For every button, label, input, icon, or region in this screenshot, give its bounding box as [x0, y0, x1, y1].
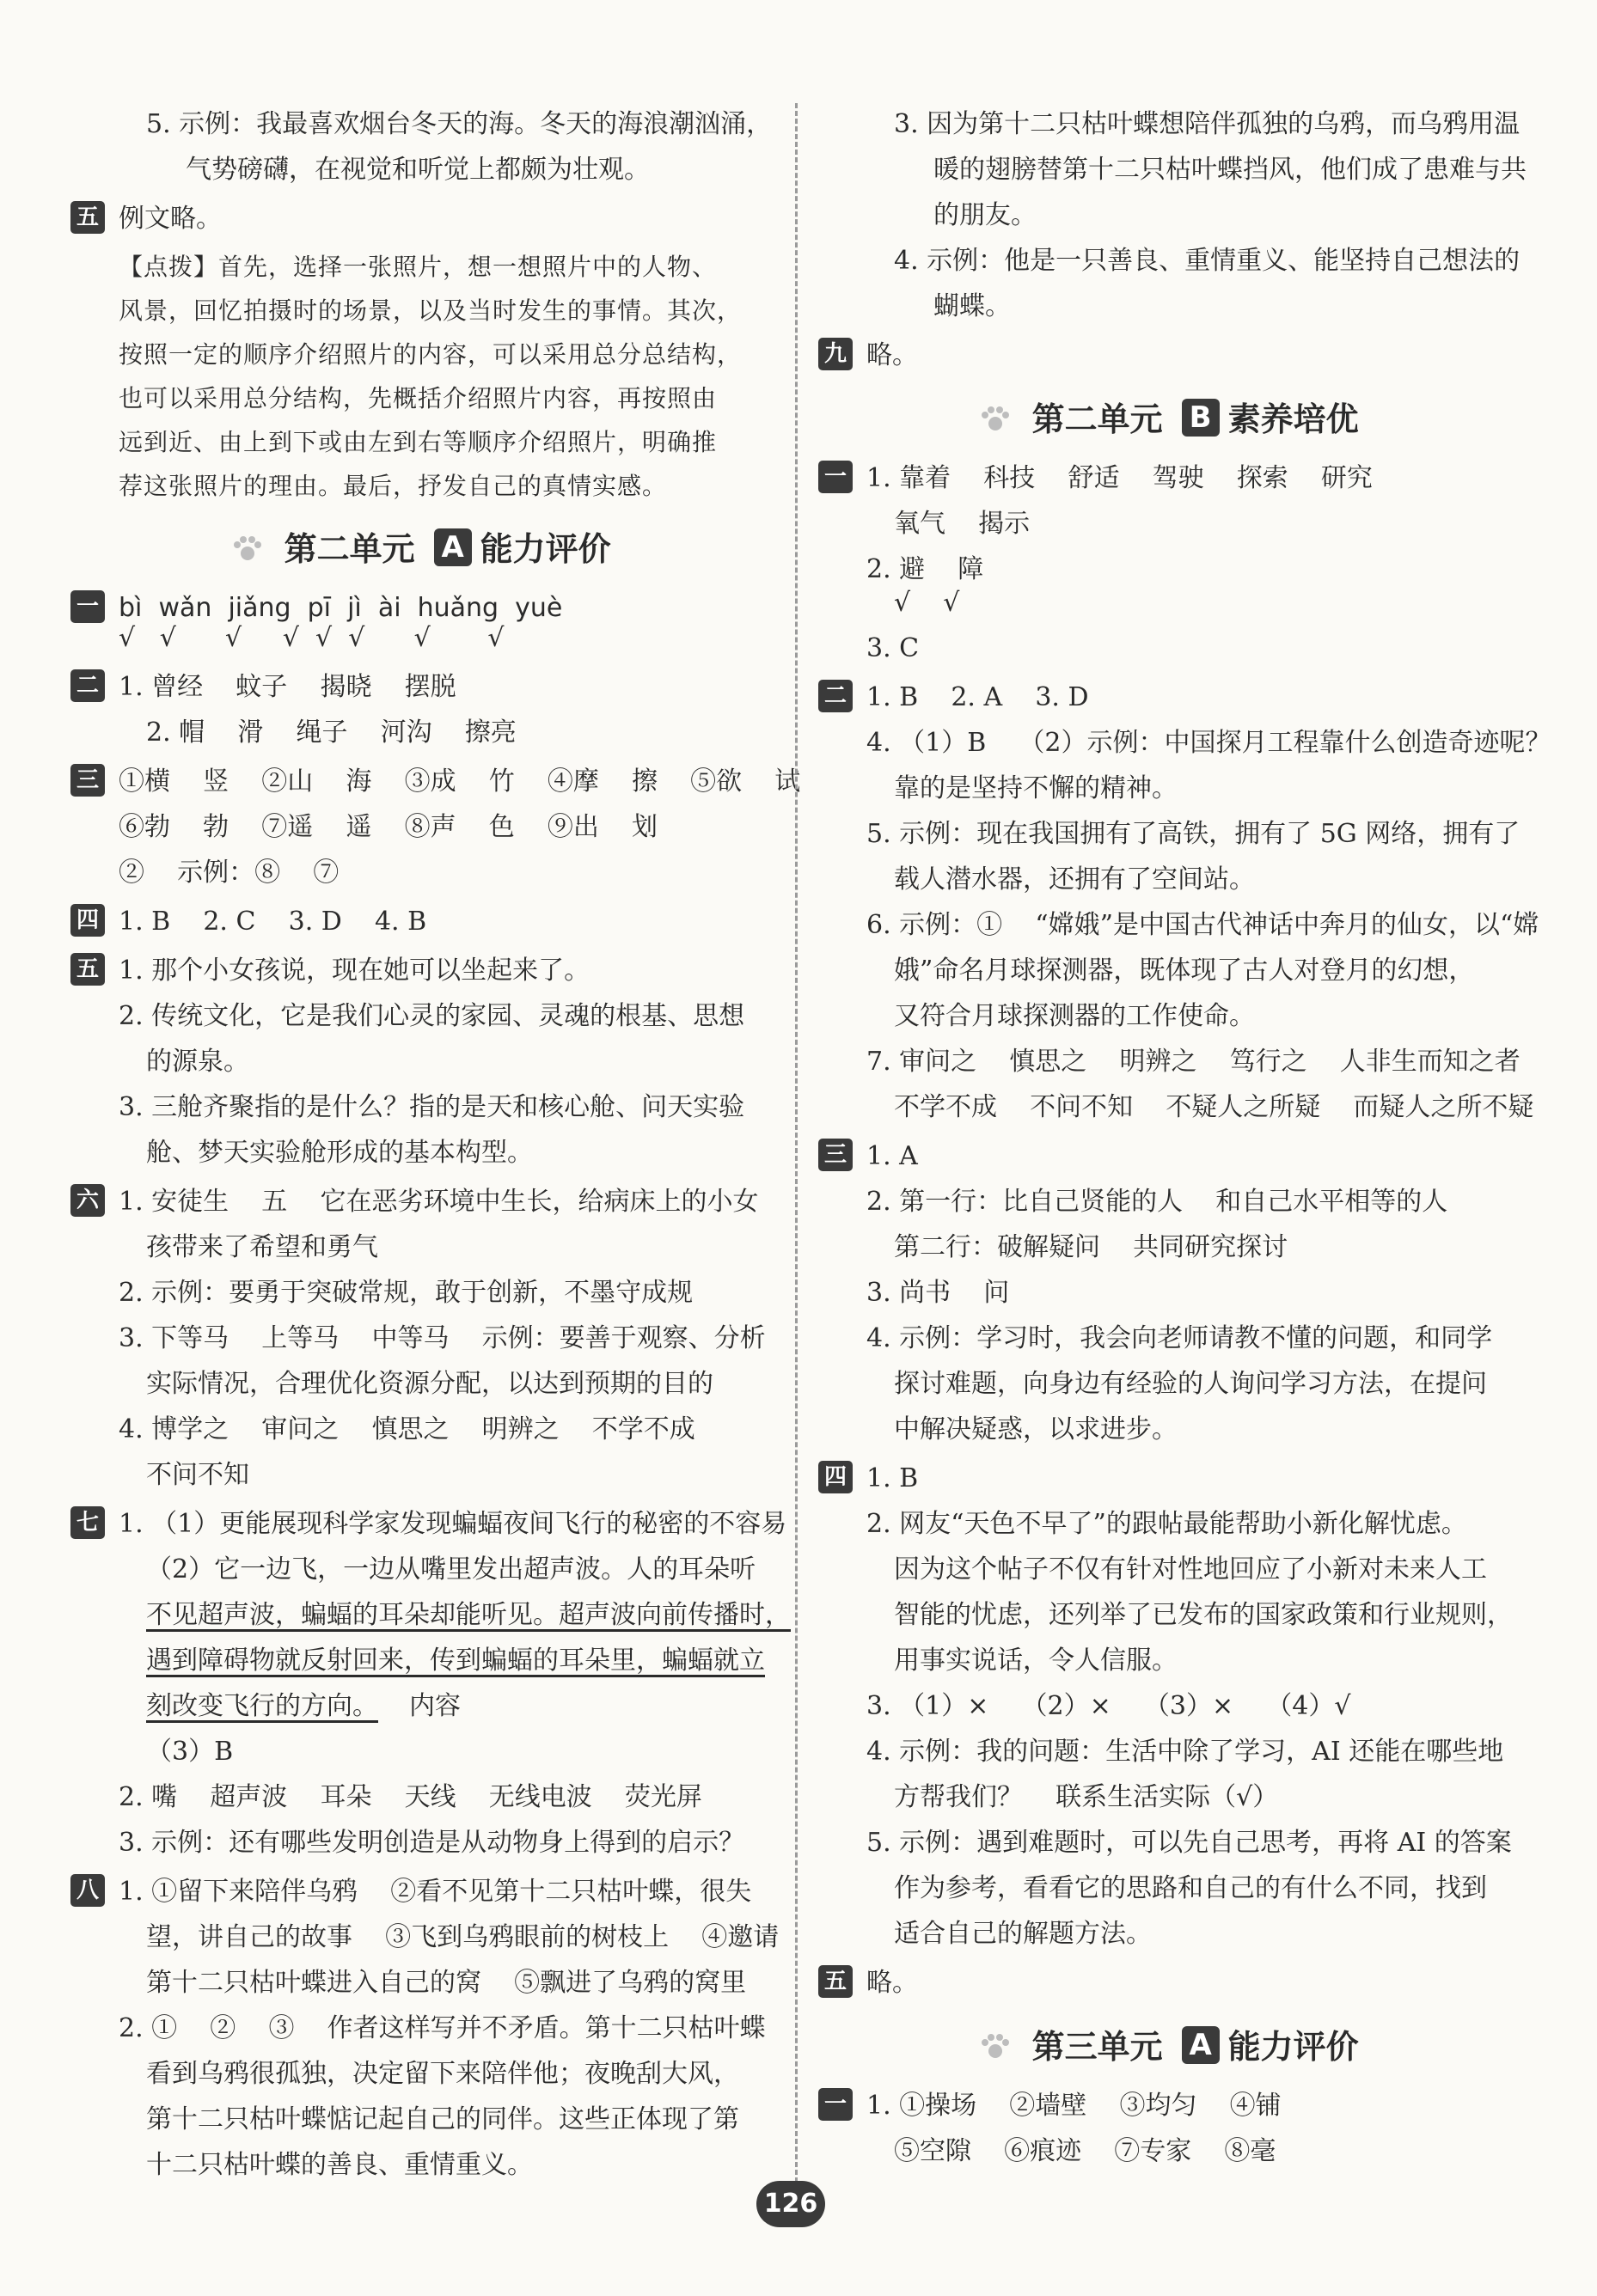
right-column — [817, 101, 1551, 2177]
section-nine — [817, 333, 1521, 378]
underlined-line: 不见超声波，蝙蝠的耳朵却能听见。超声波向前传播时， — [146, 1600, 791, 1630]
tip-line: 远到近、由上到下或由左到右等顺序介绍照片，明确推 — [119, 428, 718, 456]
text-line: 3. 示例：还有哪些发明创造是从动物身上得到的启示？ — [119, 1828, 745, 1858]
text-line: 略。 — [866, 1968, 918, 1998]
text-line: 暖的翅膀替第十二只枯叶蝶挡风，他们成了患难与共 — [933, 155, 1527, 185]
text-line: 1. ①操场 ②墙壁 ③均匀 ④铺 — [866, 2091, 1282, 2121]
section-badge: 二 — [70, 669, 105, 702]
unit-title: 第二单元 — [284, 530, 415, 568]
text-line: 2. 传统文化，它是我们心灵的家园、灵魂的根基、思想 — [119, 1001, 745, 1031]
text-line: 舱、梦天实验舱形成的基本构型。 — [146, 1138, 533, 1168]
level-letter: A — [434, 528, 472, 566]
text-line: 用事实说话，令人信服。 — [894, 1646, 1178, 1676]
section-one — [817, 455, 1521, 671]
text-line: 不学不成 不问不知 不疑人之所疑 而疑人之所不疑 — [894, 1092, 1534, 1122]
section-two — [817, 675, 1551, 1130]
underlined-line: 遇到障碍物就反射回来，传到蝙蝠的耳朵里，蝙蝠就立 — [146, 1646, 765, 1676]
section-badge: 九 — [818, 338, 853, 370]
text-line: 3. 三舱齐聚指的是什么？指的是天和核心舱、问天实验 — [119, 1092, 745, 1122]
text-line: 5. 示例：我最喜欢烟台冬天的海。冬天的海浪潮汹涌， — [146, 109, 773, 139]
text-line: 2. 帽 滑 绳子 河沟 擦亮 — [146, 718, 517, 748]
text-line: 第二行：破解疑问 共同研究探讨 — [894, 1232, 1288, 1262]
text-line: 第十二只枯叶蝶进入自己的窝 ⑤飘进了乌鸦的窝里 — [146, 1968, 747, 1998]
section-badge: 一 — [818, 2088, 853, 2121]
section-badge: 一 — [70, 590, 105, 623]
text-line: 3. 尚书 问 — [866, 1278, 1010, 1308]
section-badge: 一 — [818, 461, 853, 493]
section-subtitle: 能力评价 — [480, 530, 611, 568]
section-five-answers — [69, 948, 774, 1175]
text-line: ⑥勃 勃 ⑦遥 遥 ⑧声 色 ⑨出 划 — [119, 812, 658, 842]
text-line: 5. 示例：遇到难题时，可以先自己思考，再将 AI 的答案 — [866, 1828, 1512, 1858]
paw-icon — [979, 2034, 1012, 2060]
text-line: 1. B 2. A 3. D — [866, 682, 1089, 712]
section-badge: 五 — [818, 1965, 853, 1998]
text-line: 中解决疑惑，以求进步。 — [894, 1414, 1178, 1444]
page-number: 126 — [756, 2181, 825, 2227]
text-line: 2. 避 障 — [866, 554, 984, 584]
text-line: 探讨难题，向身边有经验的人询问学习方法，在提问 — [894, 1369, 1487, 1399]
section-heading — [817, 392, 1521, 447]
section-three — [817, 1133, 1521, 1452]
text-line: 1. 那个小女孩说，现在她可以坐起来了。 — [119, 956, 590, 986]
text-line: 略。 — [866, 340, 918, 370]
text-line: 3. C — [866, 633, 920, 663]
text-line: （3）B — [146, 1737, 234, 1767]
section-badge: 三 — [818, 1139, 853, 1171]
tip-line: 也可以采用总分结构，先概括介绍照片内容，再按照由 — [119, 384, 718, 412]
tip-block — [69, 245, 774, 508]
section-subtitle: 素养培优 — [1227, 400, 1359, 438]
section-two — [69, 664, 774, 755]
section-eight — [69, 1869, 780, 2188]
text-line: 7. 审问之 慎思之 明辨之 笃行之 人非生而知之者 — [866, 1047, 1521, 1077]
text-line: 3. （1）× （2）× （3）× （4）√ — [866, 1691, 1351, 1721]
section-heading — [69, 522, 774, 577]
text-line: 因为这个帖子不仅有针对性地回应了小新对未来人工 — [894, 1554, 1487, 1585]
unit-title: 第二单元 — [1031, 400, 1163, 438]
text-line: 不问不知 — [146, 1460, 249, 1490]
section-six — [69, 1179, 774, 1498]
underlined-line: 刻改变飞行的方向。 — [146, 1691, 378, 1721]
text-line: 5. 示例：现在我国拥有了高铁，拥有了 5G 网络，拥有了 — [866, 819, 1521, 849]
section-four — [69, 899, 774, 944]
unit3-section-one — [817, 2083, 1521, 2174]
text-line: 4. （1）B （2）示例：中国探月工程靠什么创造奇迹呢？ — [866, 728, 1551, 758]
section-five — [69, 196, 774, 241]
text-line: 1. 靠着 科技 舒适 驾驶 探索 研究 — [866, 463, 1373, 493]
section-heading — [817, 2019, 1521, 2074]
text-line: 气势磅礴，在视觉和听觉上都颇为壮观。 — [186, 155, 650, 185]
text-line: 6. 示例：① “嫦娥”是中国古代神话中奔月的仙女，以“嫦 — [866, 910, 1539, 940]
text-line: 作为参考，看看它的思路和自己的有什么不同，找到 — [894, 1873, 1487, 1903]
section-subtitle: 能力评价 — [1227, 2028, 1359, 2066]
tip-line: 荐这张照片的理由。最后，抒发自己的真情实感。 — [119, 472, 668, 500]
text-line: 又符合月球探测器的工作使命。 — [894, 1001, 1255, 1031]
text-line: 娥”命名月球探测器，既体现了古人对登月的幻想， — [894, 956, 1475, 986]
text-line: 蝴蝶。 — [933, 291, 1011, 321]
text-line: 智能的忧虑，还列举了已发布的国家政策和行业规则， — [894, 1600, 1513, 1630]
text-line: 载人潜水器，还拥有了空间站。 — [894, 864, 1255, 895]
text-line: 1. B 2. C 3. D 4. B — [119, 907, 427, 937]
section-one — [69, 585, 774, 661]
text-line: 十二只枯叶蝶的善良、重情重义。 — [146, 2150, 533, 2180]
left-column — [69, 101, 801, 2191]
text-line: 适合自己的解题方法。 — [894, 1919, 1152, 1949]
text-line: 的源泉。 — [146, 1047, 249, 1077]
text-line: 例文略。 — [119, 204, 222, 234]
section-badge: 四 — [818, 1461, 853, 1493]
unit-title: 第三单元 — [1031, 2028, 1163, 2066]
section-badge: 五 — [70, 201, 105, 234]
section-badge: 八 — [70, 1874, 105, 1907]
text-line: 方帮我们？ 联系生活实际（√） — [894, 1782, 1279, 1812]
text-line: 4. 示例：他是一只善良、重情重义、能坚持自己想法的 — [894, 246, 1521, 276]
answer-block-3-4 — [817, 101, 1527, 329]
text-line: 2. 嘴 超声波 耳朵 天线 无线电波 荧光屏 — [119, 1782, 702, 1812]
section-five — [817, 1960, 1521, 2006]
column-divider — [795, 103, 798, 2183]
text-line: 2. ① ② ③ 作者这样写并不矛盾。第十二只枯叶蝶 — [119, 2013, 766, 2043]
section-badge: 六 — [70, 1184, 105, 1217]
text-line: ①横 竖 ②山 海 ③成 竹 ④摩 擦 ⑤欲 试 — [119, 766, 801, 797]
paw-icon — [979, 406, 1012, 432]
text-line: 1. B — [866, 1463, 919, 1493]
text-line: 看到乌鸦很孤独，决定留下来陪伴他；夜晚刮大风， — [146, 2059, 739, 2089]
text-line: （2）它一边飞，一边从嘴里发出超声波。人的耳朵听 — [146, 1554, 756, 1585]
level-letter: B — [1182, 399, 1220, 437]
text-line: 2. 示例：要勇于突破常规，敢于创新，不墨守成规 — [119, 1278, 694, 1308]
section-badge: 三 — [70, 764, 105, 797]
tip-line: 风景，回忆拍摄时的场景，以及当时发生的事情。其次， — [119, 296, 743, 325]
section-badge: 七 — [70, 1506, 105, 1539]
text-line: 的朋友。 — [933, 200, 1037, 230]
tip-line: 【点拨】首先，选择一张照片，想一想照片中的人物、 — [119, 253, 718, 281]
text-line: 1. A — [866, 1141, 918, 1171]
text-line: 1. （1）更能展现科学家发现蝙蝠夜间飞行的秘密的不容易 — [119, 1509, 787, 1539]
tip-line: 按照一定的顺序介绍照片的内容，可以采用总分总结构， — [119, 340, 743, 369]
text-line: 第十二只枯叶蝶惦记起自己的同伴。这些正体现了第 — [146, 2104, 739, 2134]
text-line: 靠的是坚持不懈的精神。 — [894, 773, 1178, 803]
text-line: 2. 网友“天色不早了”的跟帖最能帮助小新化解忧虑。 — [866, 1509, 1467, 1539]
section-badge: 四 — [70, 904, 105, 937]
text-line: 3. 因为第十二只枯叶蝶想陪伴孤独的乌鸦，而乌鸦用温 — [894, 109, 1521, 139]
text-line: 1. ①留下来陪伴乌鸦 ②看不见第十二只枯叶蝶，很失 — [119, 1877, 752, 1907]
pinyin-line: bì wǎn jiǎng pī jì ài huǎng yuè — [119, 593, 563, 623]
level-letter: A — [1182, 2026, 1220, 2064]
text-line: 2. 第一行：比自己贤能的人 和自己水平相等的人 — [866, 1187, 1448, 1217]
section-three — [69, 759, 801, 895]
text-line: 1. 安徒生 五 它在恶劣环境中生长，给病床上的小女 — [119, 1187, 759, 1217]
text-line: √ √ — [894, 588, 960, 618]
paw-icon — [231, 536, 264, 562]
text-line: 4. 示例：学习时，我会向老师请教不懂的问题，和同学 — [866, 1323, 1493, 1353]
text-line: 氧气 揭示 — [894, 509, 1031, 539]
text-line: 望，讲自己的故事 ③飞到乌鸦眼前的树枝上 ④邀请 — [146, 1922, 780, 1952]
text-line: ② 示例：⑧ ⑦ — [119, 858, 340, 888]
section-seven — [69, 1501, 791, 1865]
text-span: 内容 — [409, 1691, 461, 1721]
text-line: 4. 示例：我的问题：生活中除了学习，AI 还能在哪些地 — [866, 1737, 1504, 1767]
section-badge: 二 — [818, 680, 853, 712]
answer-block-5 — [69, 101, 774, 192]
text-line: 孩带来了希望和勇气 — [146, 1232, 378, 1262]
text-line: ⑤空隙 ⑥痕迹 ⑦专家 ⑧毫 — [894, 2136, 1276, 2166]
section-badge: 五 — [70, 953, 105, 986]
check-line: √ √ √ √ √ √ √ √ — [119, 623, 505, 653]
text-line: 4. 博学之 审问之 慎思之 明辨之 不学不成 — [119, 1414, 695, 1444]
text-line: 实际情况，合理优化资源分配，以达到预期的目的 — [146, 1369, 713, 1399]
section-four — [817, 1456, 1521, 1957]
text-line: 3. 下等马 上等马 中等马 示例：要善于观察、分析 — [119, 1323, 766, 1353]
text-line: 1. 曾经 蚊子 揭晓 摆脱 — [119, 672, 456, 702]
